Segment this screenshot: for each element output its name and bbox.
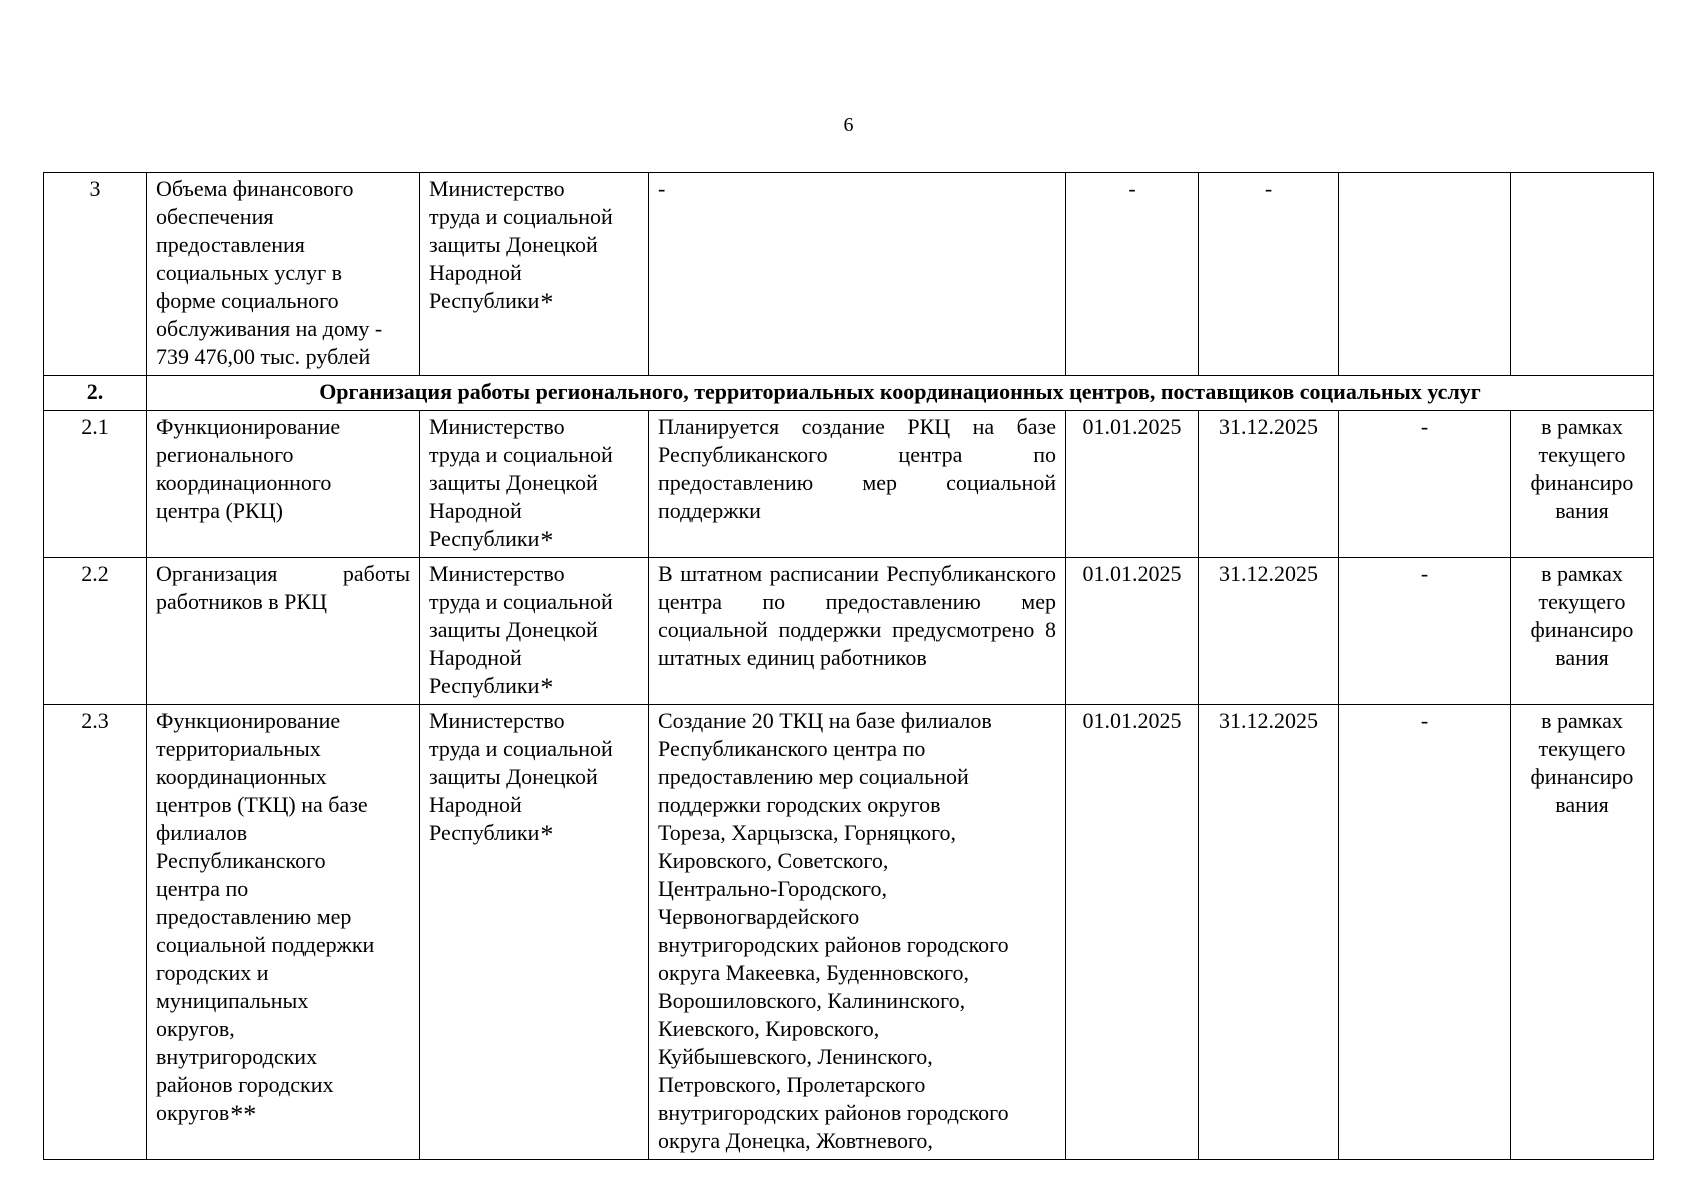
row-number: 2.1	[44, 411, 147, 558]
end-date: 31.12.2025	[1199, 558, 1339, 705]
table-row	[44, 411, 1654, 558]
start-date: 01.01.2025	[1066, 411, 1199, 558]
measure-description: -	[649, 173, 1066, 376]
footnote-mark: *	[540, 820, 554, 849]
measure-name: Организация работы работников в РКЦ	[147, 558, 420, 705]
footnote-mark: *	[540, 526, 554, 555]
row-number: 3	[44, 173, 147, 376]
end-date: 31.12.2025	[1199, 411, 1339, 558]
measure-name: Функционирование территориальных координационных центров (ТКЦ) на базе филиалов Республиканского центра по предоставлению мер социальной поддержки городских и муниципальных округов, внутригородских районов городских округов**	[147, 705, 420, 1160]
measure-description: Создание 20 ТКЦ на базе филиалов Республиканского центра по предоставлению мер социальной поддержки городских округов Тореза, Харцызска, Горняцкого, Кировского, Советского, Центрально-Городского, Червоногвардейского внутригородских районов городского округа Макеевка, Буденновского, Ворошиловского, Калининского, Киевского, Кировского, Куйбышевского, Ленинского, Петровского, Пролетарского внутригородских районов городского округа Донецка, Жовтневого,	[649, 705, 1066, 1160]
start-date: 01.01.2025	[1066, 558, 1199, 705]
measure-name: Функционирование регионального координационного центра (РКЦ)	[147, 411, 420, 558]
row-number: 2.3	[44, 705, 147, 1160]
executor: Министерство труда и социальной защиты Донецкой Народной Республики*	[420, 173, 649, 376]
col-7	[1339, 173, 1511, 376]
funding-source: в рамках текущего финансиро вания	[1511, 411, 1654, 558]
footnote-mark: **	[230, 1100, 257, 1129]
funding-source: в рамках текущего финансиро вания	[1511, 558, 1654, 705]
col-7: -	[1339, 411, 1511, 558]
footnote-mark: *	[540, 288, 554, 317]
footnote-mark: *	[540, 673, 554, 702]
measure-name: Объема финансового обеспечения предоставления социальных услуг в форме социального обслуживания на дому - 739 476,00 тыс. рублей	[147, 173, 420, 376]
measure-description: Планируется создание РКЦ на базе Республиканского центра по предоставлению мер социальной поддержки	[649, 411, 1066, 558]
section-number: 2.	[44, 376, 147, 411]
executor: Министерство труда и социальной защиты Донецкой Народной Республики*	[420, 558, 649, 705]
funding-source: в рамках текущего финансиро вания	[1511, 705, 1654, 1160]
row-number: 2.2	[44, 558, 147, 705]
funding-source	[1511, 173, 1654, 376]
executor: Министерство труда и социальной защиты Донецкой Народной Республики*	[420, 411, 649, 558]
col-7: -	[1339, 558, 1511, 705]
table-row	[44, 705, 1654, 1160]
executor: Министерство труда и социальной защиты Донецкой Народной Республики*	[420, 705, 649, 1160]
section-header-row	[44, 376, 1654, 411]
table-row	[44, 558, 1654, 705]
start-date: 01.01.2025	[1066, 705, 1199, 1160]
start-date: -	[1066, 173, 1199, 376]
table-row	[44, 173, 1654, 376]
end-date: 31.12.2025	[1199, 705, 1339, 1160]
section-title: Организация работы регионального, территориальных координационных центров, поставщиков социальных услуг	[147, 376, 1654, 411]
page-number: 6	[843, 114, 854, 136]
measure-description: В штатном расписании Республиканского центра по предоставлению мер социальной поддержки предусмотрено 8 штатных единиц работников	[649, 558, 1066, 705]
measures-table	[43, 172, 1654, 1160]
col-7: -	[1339, 705, 1511, 1160]
end-date: -	[1199, 173, 1339, 376]
